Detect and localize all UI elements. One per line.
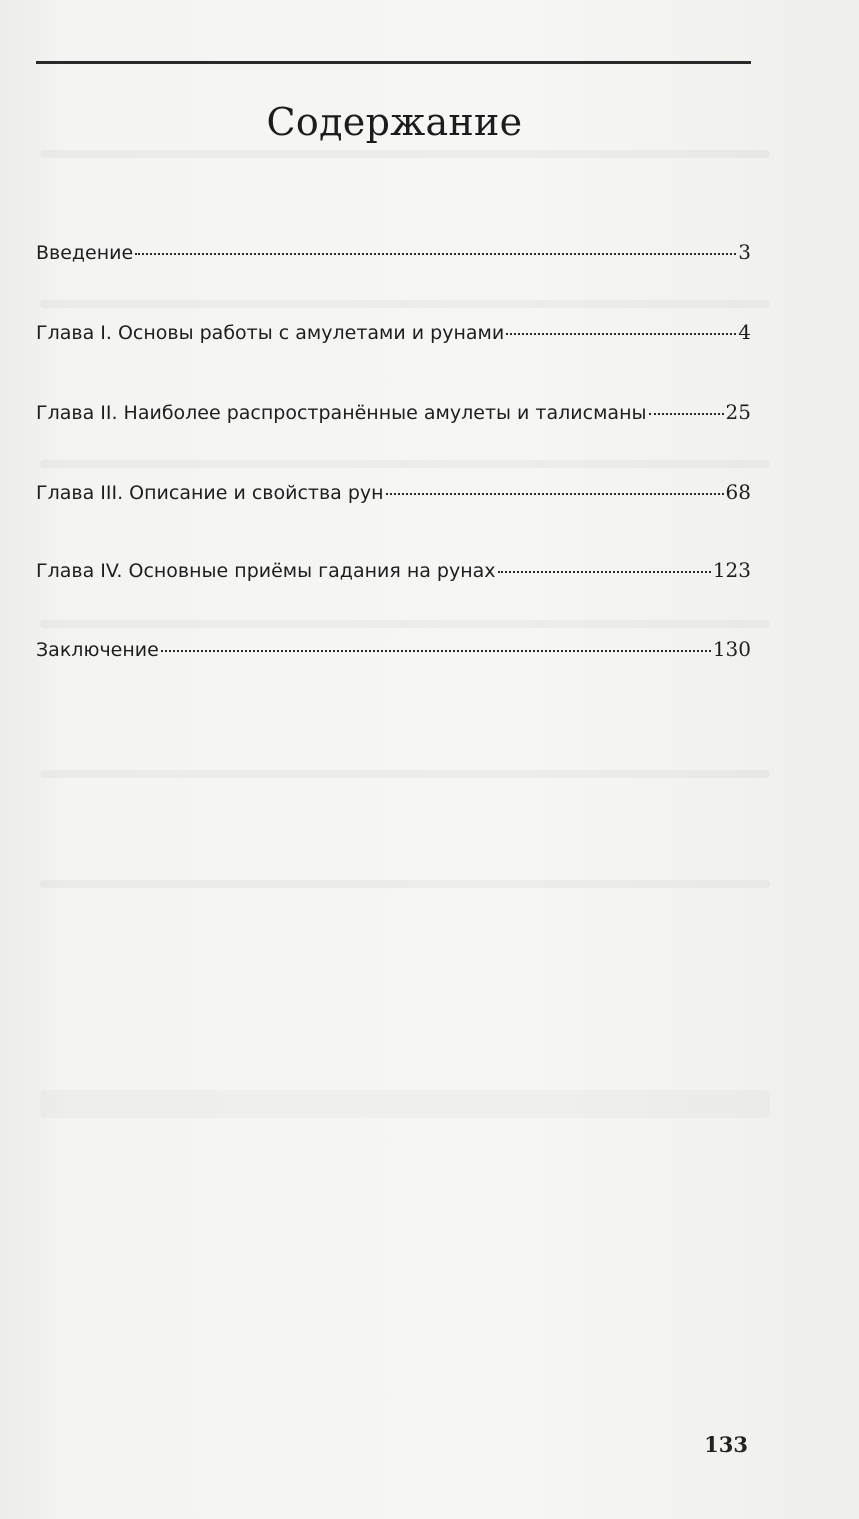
show-through-texture bbox=[40, 150, 770, 158]
toc-entry[interactable] bbox=[36, 400, 751, 436]
page-number: 133 bbox=[704, 1432, 748, 1457]
toc-entry-page: 68 bbox=[725, 480, 751, 504]
toc-entry-title: Глава III. Описание и свойства рун bbox=[36, 482, 384, 504]
show-through-texture bbox=[40, 880, 770, 888]
show-through-texture bbox=[40, 300, 770, 308]
show-through-texture bbox=[40, 460, 770, 468]
show-through-texture bbox=[40, 1090, 770, 1118]
header-rule bbox=[36, 61, 751, 64]
toc-entry-page: 123 bbox=[712, 558, 751, 582]
dot-leader bbox=[161, 650, 711, 652]
toc-entry-title: Глава IV. Основные приёмы гадания на рунах bbox=[36, 560, 496, 582]
dot-leader bbox=[506, 333, 736, 335]
toc-entry[interactable] bbox=[36, 240, 751, 276]
show-through-texture bbox=[40, 620, 770, 628]
toc-entry-page: 130 bbox=[712, 637, 751, 661]
dot-leader bbox=[135, 253, 736, 255]
toc-entry[interactable] bbox=[36, 558, 751, 594]
toc-entry[interactable] bbox=[36, 320, 751, 356]
toc-entry-page: 25 bbox=[725, 400, 751, 424]
dot-leader bbox=[498, 571, 711, 573]
toc-entry[interactable] bbox=[36, 637, 751, 673]
toc-entry-page: 4 bbox=[738, 320, 751, 344]
toc-entry-title: Глава II. Наиболее распространённые амулеты и талисманы bbox=[36, 402, 647, 424]
dot-leader bbox=[386, 493, 724, 495]
dot-leader bbox=[649, 413, 724, 415]
toc-entry[interactable] bbox=[36, 480, 751, 516]
toc-entry-title: Введение bbox=[36, 242, 134, 264]
toc-entry-title: Глава I. Основы работы с амулетами и рунами bbox=[36, 322, 505, 344]
page-title: Содержание bbox=[266, 100, 523, 144]
toc-entry-title: Заключение bbox=[36, 639, 159, 661]
show-through-texture bbox=[40, 770, 770, 778]
toc-entry-page: 3 bbox=[738, 240, 751, 264]
